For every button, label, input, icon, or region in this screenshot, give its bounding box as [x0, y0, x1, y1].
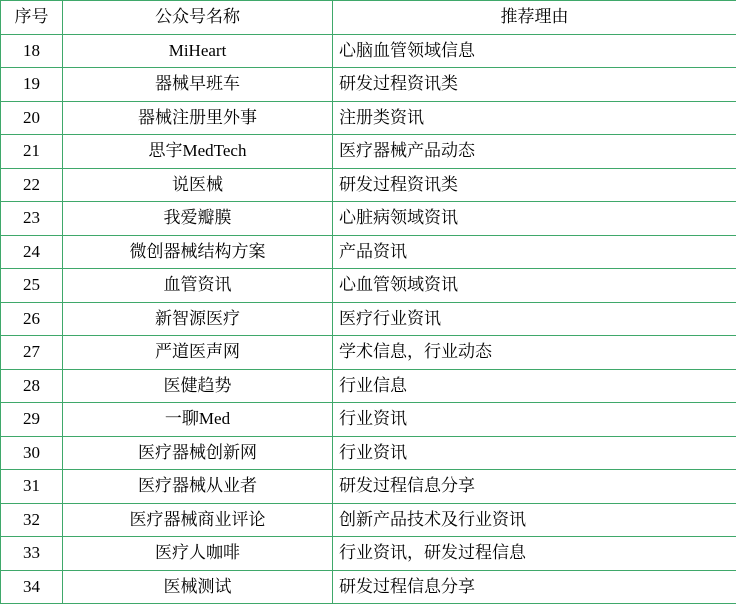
table-row [1, 34, 736, 68]
cell-account-name: 医疗器械商业评论 [63, 503, 333, 537]
cell-recommend-reason: 注册类资讯 [333, 101, 736, 135]
column-header-name: 公众号名称 [63, 1, 333, 35]
cell-index: 34 [1, 570, 63, 604]
cell-recommend-reason: 研发过程信息分享 [333, 570, 736, 604]
cell-account-name: 器械早班车 [63, 68, 333, 102]
cell-account-name: 医疗人咖啡 [63, 537, 333, 571]
table-row [1, 135, 736, 169]
cell-account-name: 一聊Med [63, 403, 333, 437]
table-row [1, 235, 736, 269]
table-row [1, 302, 736, 336]
table-row [1, 470, 736, 504]
cell-index: 22 [1, 168, 63, 202]
cell-recommend-reason: 行业信息 [333, 369, 736, 403]
cell-index: 23 [1, 202, 63, 236]
table-row [1, 68, 736, 102]
cell-index: 18 [1, 34, 63, 68]
cell-index: 32 [1, 503, 63, 537]
table-row [1, 570, 736, 604]
cell-account-name: 医械测试 [63, 570, 333, 604]
table-row [1, 269, 736, 303]
cell-index: 29 [1, 403, 63, 437]
cell-account-name: 医疗器械创新网 [63, 436, 333, 470]
cell-recommend-reason: 学术信息，行业动态 [333, 336, 736, 370]
cell-recommend-reason: 医疗器械产品动态 [333, 135, 736, 169]
table-row [1, 537, 736, 571]
column-header-reason: 推荐理由 [333, 1, 736, 35]
table-body [1, 34, 736, 604]
column-header-index: 序号 [1, 1, 63, 35]
cell-index: 26 [1, 302, 63, 336]
cell-recommend-reason: 研发过程资讯类 [333, 168, 736, 202]
cell-index: 30 [1, 436, 63, 470]
table-row [1, 369, 736, 403]
cell-recommend-reason: 创新产品技术及行业资讯 [333, 503, 736, 537]
table-row [1, 202, 736, 236]
cell-recommend-reason: 医疗行业资讯 [333, 302, 736, 336]
table-row [1, 101, 736, 135]
table-row [1, 503, 736, 537]
cell-account-name: MiHeart [63, 34, 333, 68]
cell-index: 33 [1, 537, 63, 571]
cell-recommend-reason: 心脏病领域资讯 [333, 202, 736, 236]
cell-index: 25 [1, 269, 63, 303]
cell-recommend-reason: 研发过程资讯类 [333, 68, 736, 102]
cell-index: 27 [1, 336, 63, 370]
table-row [1, 403, 736, 437]
cell-account-name: 说医械 [63, 168, 333, 202]
cell-recommend-reason: 行业资讯 [333, 436, 736, 470]
cell-recommend-reason: 产品资讯 [333, 235, 736, 269]
cell-recommend-reason: 行业资讯 [333, 403, 736, 437]
cell-index: 31 [1, 470, 63, 504]
cell-account-name: 严道医声网 [63, 336, 333, 370]
cell-account-name: 医疗器械从业者 [63, 470, 333, 504]
cell-recommend-reason: 行业资讯，研发过程信息 [333, 537, 736, 571]
cell-account-name: 我爱瓣膜 [63, 202, 333, 236]
cell-account-name: 新智源医疗 [63, 302, 333, 336]
cell-recommend-reason: 心血管领域资讯 [333, 269, 736, 303]
cell-account-name: 器械注册里外事 [63, 101, 333, 135]
cell-index: 21 [1, 135, 63, 169]
cell-account-name: 医健趋势 [63, 369, 333, 403]
cell-index: 24 [1, 235, 63, 269]
cell-index: 28 [1, 369, 63, 403]
cell-recommend-reason: 心脑血管领域信息 [333, 34, 736, 68]
table-row [1, 336, 736, 370]
cell-account-name: 血管资讯 [63, 269, 333, 303]
table-header-row [1, 1, 736, 35]
table-row [1, 168, 736, 202]
table-row [1, 436, 736, 470]
cell-index: 20 [1, 101, 63, 135]
cell-index: 19 [1, 68, 63, 102]
cell-account-name: 微创器械结构方案 [63, 235, 333, 269]
cell-recommend-reason: 研发过程信息分享 [333, 470, 736, 504]
cell-account-name: 思宇MedTech [63, 135, 333, 169]
